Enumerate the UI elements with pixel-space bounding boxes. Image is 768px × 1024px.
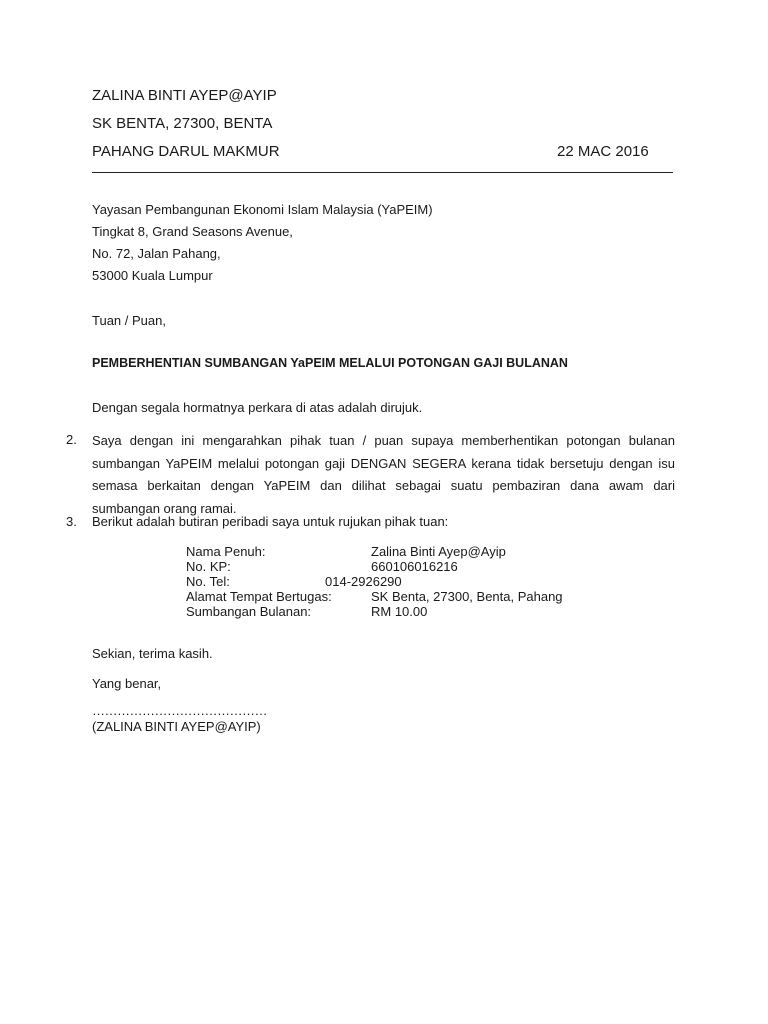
salutation: Tuan / Puan, xyxy=(92,313,166,328)
detail-value-contribution: RM 10.00 xyxy=(371,604,428,619)
sender-name: ZALINA BINTI AYEP@AYIP xyxy=(92,87,277,104)
header-divider xyxy=(92,172,673,173)
detail-value-workplace: SK Benta, 27300, Benta, Pahang xyxy=(371,589,563,604)
detail-label-name: Nama Penuh: xyxy=(186,544,266,559)
detail-label-phone: No. Tel: xyxy=(186,574,230,589)
detail-value-ic: 660106016216 xyxy=(371,559,458,574)
sender-address-line-2: PAHANG DARUL MAKMUR xyxy=(92,143,280,160)
closing-remark: Sekian, terima kasih. xyxy=(92,646,213,661)
letter-subject: PEMBERHENTIAN SUMBANGAN YaPEIM MELALUI POTONGAN GAJI BULANAN xyxy=(92,356,568,370)
recipient-address-line-2: No. 72, Jalan Pahang, xyxy=(92,246,221,261)
sender-address-line-1: SK BENTA, 27300, BENTA xyxy=(92,115,273,132)
recipient-address-line-3: 53000 Kuala Lumpur xyxy=(92,268,213,283)
recipient-address-line-1: Tingkat 8, Grand Seasons Avenue, xyxy=(92,224,293,239)
paragraph-2-number: 2. xyxy=(66,432,77,447)
detail-value-name: Zalina Binti Ayep@Ayip xyxy=(371,544,506,559)
detail-label-contribution: Sumbangan Bulanan: xyxy=(186,604,312,619)
letter-date: 22 MAC 2016 xyxy=(557,143,649,160)
detail-label-workplace: Alamat Tempat Bertugas: xyxy=(186,589,332,604)
paragraph-3: Berikut adalah butiran peribadi saya untuk rujukan pihak tuan: xyxy=(92,514,449,529)
paragraph-3-number: 3. xyxy=(66,514,77,529)
detail-value-phone: 014-2926290 xyxy=(325,574,402,589)
paragraph-1: Dengan segala hormatnya perkara di atas adalah dirujuk. xyxy=(92,400,423,415)
detail-label-ic: No. KP: xyxy=(186,559,231,574)
recipient-organization: Yayasan Pembangunan Ekonomi Islam Malaysia (YaPEIM) xyxy=(92,202,433,217)
sign-off: Yang benar, xyxy=(92,676,162,691)
signature-line: …………………………………… xyxy=(92,703,267,718)
signature-name: (ZALINA BINTI AYEP@AYIP) xyxy=(92,719,261,734)
paragraph-2: Saya dengan ini mengarahkan pihak tuan / puan supaya memberhentikan potongan bulanan sumbangan YaPEIM melalui potongan gaji DENGAN SEGERA kerana tidak bersetuju dengan isu semasa berkaitan dengan YaPEIM dan dilihat sebagai suatu pembaziran dana awam dari sumbangan orang ramai. xyxy=(92,433,675,516)
